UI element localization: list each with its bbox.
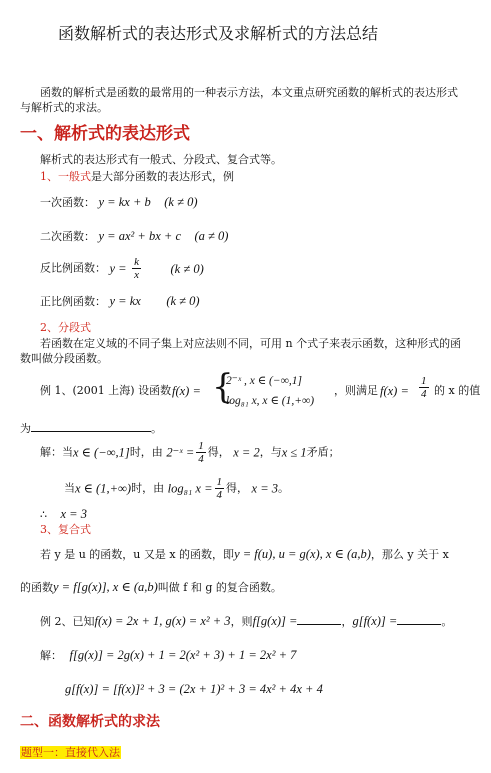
quadratic-expression: y = ax² + bx + c <box>98 229 181 243</box>
section1-heading: 一、解析式的表达形式 <box>20 124 190 144</box>
sol1a-numerator: 1 <box>198 440 204 452</box>
example2-prefix: 例 2、已知 <box>40 615 95 628</box>
example1-fraction <box>419 375 429 400</box>
inverse-denominator: x <box>134 269 139 281</box>
inverse-lhs: y = <box>109 261 127 276</box>
example1-mid: ，则满足 <box>334 384 378 397</box>
sol1a-tail2: ，与 <box>259 445 282 459</box>
composite-text-2b: 叫做 f 和 g 的复合函数。 <box>157 581 282 594</box>
linear-function-row <box>40 195 198 210</box>
example1-suffix: 的 x 的值 <box>434 384 481 397</box>
piecewise-case-2: log₈₁ x, x ∈ (1,+∞) <box>226 395 315 407</box>
composite-text-2a: 的函数 <box>20 581 53 594</box>
linear-expression: y = kx + b <box>98 195 151 209</box>
example2-q2: g[f(x)] = <box>352 614 398 628</box>
sol1a-tail3: 矛盾； <box>306 445 340 459</box>
inverse-function-row <box>40 256 204 281</box>
direct-expression: y = kx <box>109 294 141 308</box>
quadratic-label: 二次函数： <box>40 230 95 243</box>
inverse-label: 反比例函数： <box>40 261 106 275</box>
piecewise-case-1: 2⁻ˣ , x ∈ (−∞,1] <box>226 375 302 387</box>
sol1a-tail1: 得， <box>207 445 230 459</box>
sub1-label: 一般式 <box>58 170 91 183</box>
therefore-x: x = 3 <box>60 507 87 521</box>
sub1-text: 是大部分函数的表达形式，例 <box>91 170 234 183</box>
example2-blank-1 <box>297 614 341 625</box>
example1-numerator: 1 <box>421 375 427 387</box>
therefore-symbol: ∴ <box>40 508 47 521</box>
inverse-fraction <box>132 256 141 281</box>
sol1a-x: x = 2 <box>233 445 260 460</box>
example1-end: 。 <box>151 422 162 435</box>
composite-text-1b: ，那么 y 关于 x <box>370 548 449 561</box>
section1-overview: 解析式的表达形式有一般式、分段式、复合式等。 <box>40 153 282 166</box>
piecewise-text-2: 数叫做分段函数。 <box>20 352 108 365</box>
example2-mid: ，则 <box>230 615 253 628</box>
example1-fx: f(x) = <box>172 384 201 398</box>
composite-text-1a: 若 y 是 u 的函数，u 又是 x 的函数，即 <box>40 548 235 561</box>
solution1-case-a <box>40 440 340 468</box>
composite-text-2-math: y = f[g(x)], x ∈ (a,b) <box>53 580 158 594</box>
example1-prefix: 例 1、(2001 上海) 设函数 <box>40 384 172 397</box>
inverse-condition: (k ≠ 0) <box>170 261 204 276</box>
sol1b-denominator: 4 <box>216 489 223 501</box>
subsection-piecewise: 2、分段式 <box>40 321 91 334</box>
sol1b-label: 当 <box>64 481 75 495</box>
composite-text-1 <box>40 547 449 562</box>
solution1-case-b <box>64 476 289 504</box>
inverse-numerator: k <box>134 256 139 268</box>
intro-line-1: 函数的解析式是函数的最常用的一种表示方法，本文重点研究函数的解析式的表达形式 <box>40 86 458 99</box>
example2-math: f(x) = 2x + 1, g(x) = x² + 3 <box>94 614 231 628</box>
subsection-composite: 3、复合式 <box>40 523 91 536</box>
type1-highlight <box>20 741 121 760</box>
solution2-expr-1: f[g(x)] = 2g(x) + 1 = 2(x² + 3) + 1 = 2x² + 7 <box>69 648 297 662</box>
example2-comma: ， <box>341 615 353 628</box>
quadratic-condition: (a ≠ 0) <box>194 229 229 243</box>
example1-cond-lhs: f(x) = <box>380 384 409 398</box>
example1-answer-blank <box>31 420 151 432</box>
direct-proportion-row <box>40 294 200 309</box>
example1-answer-line <box>20 420 162 436</box>
example2-q1: f[g(x)] = <box>252 614 298 628</box>
sol1b-tail1: 得， <box>226 481 249 495</box>
sol1a-cond: x ≤ 1 <box>281 445 307 460</box>
sol1b-x: x = 3 <box>251 481 278 496</box>
solution2-line-1 <box>40 648 296 663</box>
linear-condition: (k ≠ 0) <box>164 195 198 209</box>
sol1b-end: 。 <box>278 481 289 495</box>
composite-text-2 <box>20 580 282 595</box>
sol1a-label: 解：当 <box>40 445 73 459</box>
solution2-line-2: g[f(x)] = [f(x)]² + 3 = (2x + 1)² + 3 = 4x² + 4x + 4 <box>65 682 323 696</box>
intro-line-2: 与解析式的求法。 <box>20 101 108 114</box>
example1-denominator: 4 <box>421 388 427 400</box>
type1-label: 题型一：直接代入法 <box>21 746 120 759</box>
sol1a-denominator: 4 <box>198 453 204 465</box>
therefore-row <box>40 507 87 522</box>
piecewise-text-1: 若函数在定义域的不同子集上对应法则不同，可用 n 个式子来表示函数，这种形式的函 <box>40 337 462 350</box>
linear-label: 一次函数： <box>40 196 95 209</box>
composite-text-1-math: y = f(u), u = g(x), x ∈ (a,b) <box>234 547 371 561</box>
sol1a-fraction <box>196 440 206 465</box>
sol1a-equation: 2⁻ˣ = <box>166 445 195 460</box>
sol1b-mid: 时，由 <box>131 481 165 495</box>
piecewise-brace: { <box>212 367 234 407</box>
example1-for: 为 <box>20 422 31 435</box>
example2-row <box>40 614 452 629</box>
sol1a-mid: 时，由 <box>129 445 163 459</box>
sol1b-fraction <box>215 476 225 501</box>
sub1-prefix: 1、 <box>40 170 58 183</box>
sol1b-equation: log₈₁ x = <box>167 481 213 496</box>
example2-end: 。 <box>441 615 453 628</box>
page-title: 函数解析式的表达形式及求解析式的方法总结 <box>58 24 379 43</box>
direct-label: 正比例函数： <box>40 295 106 308</box>
sol1a-domain: x ∈ (−∞,1] <box>73 445 130 460</box>
section2-heading: 二、函数解析式的求法 <box>20 714 160 730</box>
solution2-label: 解： <box>40 649 62 662</box>
sol1b-domain: x ∈ (1,+∞) <box>75 481 132 496</box>
example2-blank-2 <box>397 614 441 625</box>
subsection-general-form <box>40 170 234 184</box>
sol1b-numerator: 1 <box>216 476 223 488</box>
direct-condition: (k ≠ 0) <box>166 294 200 308</box>
quadratic-function-row <box>40 229 228 244</box>
